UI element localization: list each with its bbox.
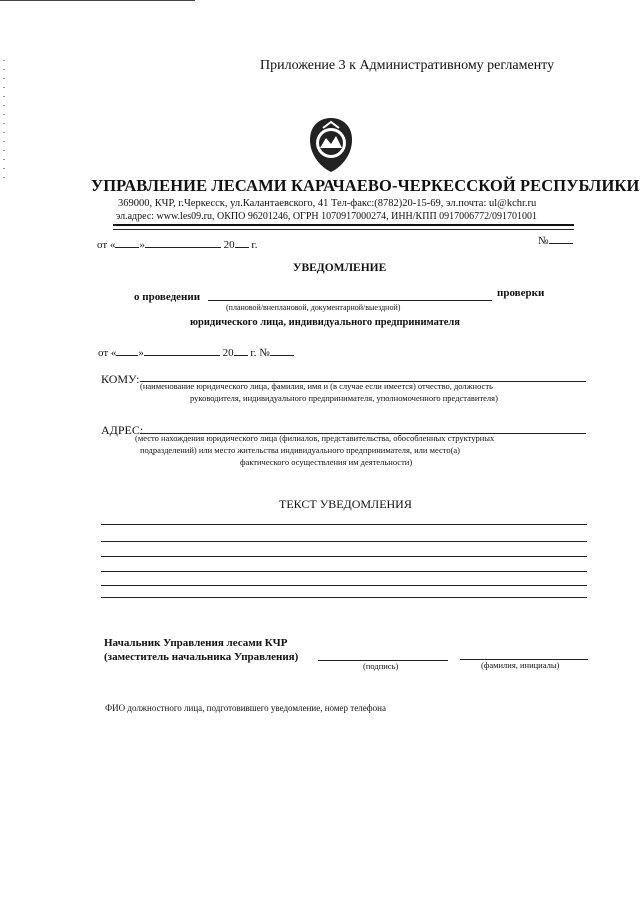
subject-fill-line[interactable] [208,300,492,301]
address-label: АДРЕС: [101,423,144,437]
org-address: 369000, КЧР, г.Черкесск, ул.Калантаевского, 41 Тел-факс:(8782)20-15-69, эл.почта: ul@kchr.ru [118,198,537,209]
to-label: КОМУ: [101,372,140,386]
signatory-deputy: (заместитель начальника Управления) [104,651,299,663]
day-field-2[interactable] [116,345,138,356]
emblem-icon [306,116,356,174]
to-hint-2: руководителя, индивидуального предпринимателя, уполномоченного представителя) [190,393,498,403]
header-rule-2 [113,229,574,230]
address-hint-3: фактического осуществления им деятельности) [240,457,413,467]
scan-edge-line [0,0,195,1]
year-field-2[interactable] [234,345,248,356]
signatory-title: Начальник Управления лесами КЧР [104,637,288,649]
number-field[interactable] [549,233,573,244]
body-line-2[interactable] [101,541,587,542]
subject-suffix: проверки [497,287,545,299]
subject-hint: (плановой/внеплановой, документарной/выездной) [226,303,401,312]
scan-margin-dots [3,60,5,180]
subject-prefix: о проведении [134,291,201,303]
body-line-1[interactable] [101,524,587,525]
month-field-2[interactable] [144,345,220,356]
day-field[interactable] [115,237,139,248]
body-line-5[interactable] [101,585,587,586]
address-hint-1: (место нахождения юридического лица (филиалов, представительства, обособленных структурных [135,433,495,443]
body-line-4[interactable] [101,571,587,572]
address-hint-2: подразделений) или место жительства индивидуального предпринимателя, или место(а) [140,445,460,455]
to-hint-1: (наименование юридического лица, фамилия, имя и (в случае если имеется) отчество, должность [140,381,493,391]
number-field-2[interactable] [270,345,294,356]
body-line-3[interactable] [101,556,587,557]
org-details: эл.адрес: www.les09.ru, ОКПО 96201246, ОГРН 1070917000274, ИНН/КПП 0917006772/091701001 [116,211,537,222]
number-top: № [538,233,573,247]
body-title: ТЕКСТ УВЕДОМЛЕНИЯ [279,497,412,511]
body-line-6[interactable] [101,597,587,598]
name-hint: (фамилия, инициалы) [481,660,560,670]
signature-hint: (подпись) [363,661,399,671]
notice-title: УВЕДОМЛЕНИЕ [293,262,387,274]
subject-line2: юридического лица, индивидуального предпринимателя [190,317,460,328]
date-row-top: от « » 20 г. [97,239,258,251]
preparer-note: ФИО должностного лица, подготовившего уведомление, номер телефона [105,703,386,713]
org-name: УПРАВЛЕНИЕ ЛЕСАМИ КАРАЧАЕВО-ЧЕРКЕССКОЙ РЕСПУБЛИКИ [91,176,640,195]
appendix-note: Приложение 3 к Административному регламенту [260,58,555,73]
header-rule-1 [113,224,574,226]
month-field[interactable] [145,237,221,248]
year-field[interactable] [235,237,249,248]
date-row-second: от « » 20 г. № [98,345,294,359]
